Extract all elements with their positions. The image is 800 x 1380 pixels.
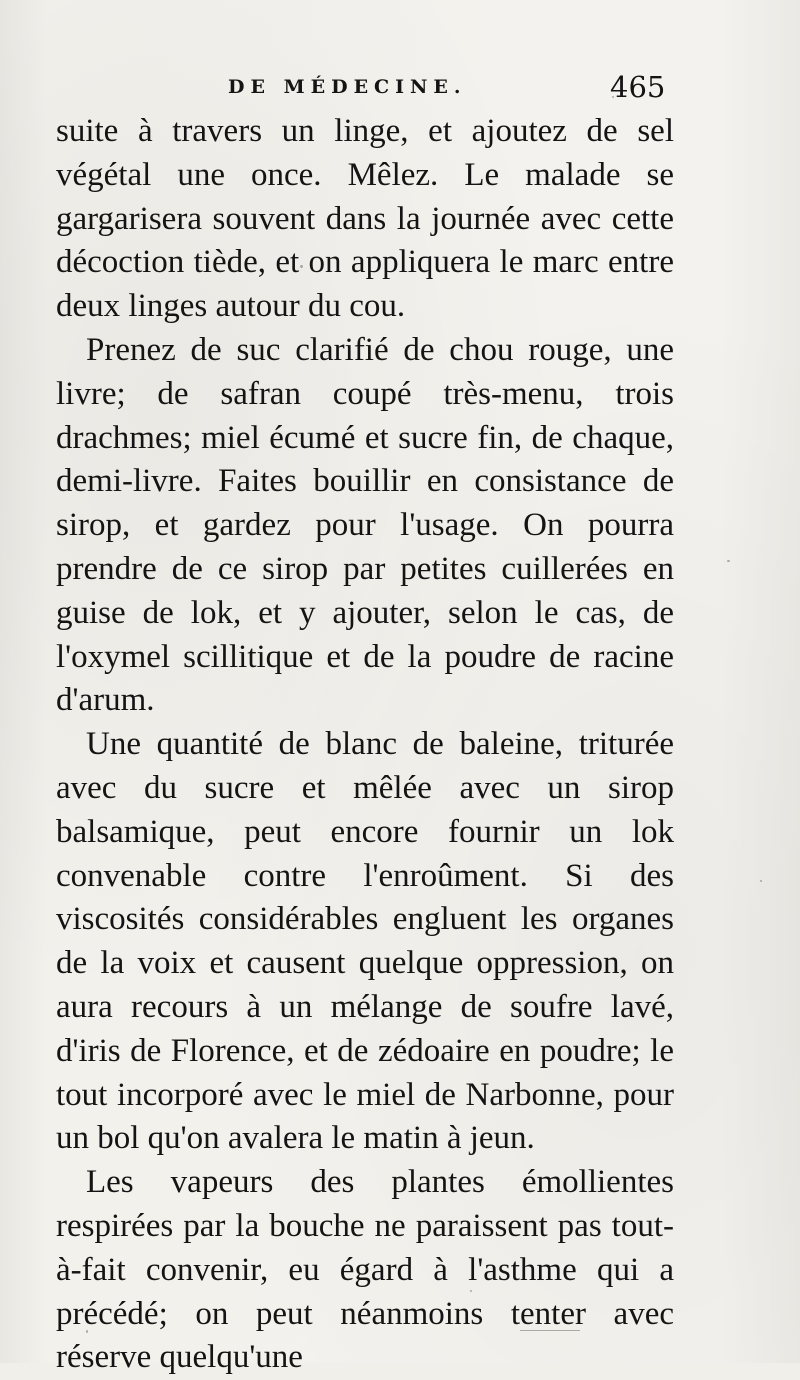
- speck: [520, 1330, 580, 1331]
- paragraph-vapours: Les vapeurs des plantes émollientes respirées par la bouche ne paraissent pas tout-à-fait convenir, eu égard à l'asthme qui a précédé; on peut néanmoins tenter avec réserve quelqu'une: [56, 1164, 674, 1376]
- page-number: 465: [610, 70, 666, 104]
- speck: [612, 96, 614, 98]
- speck: [300, 265, 303, 268]
- speck: [727, 560, 730, 562]
- paragraph-continuation: suite à travers un linge, et ajoutez de sel végétal une once. Mêlez. Le malade se gargarisera souvent dans la journée avec cette décoction tiède, et on appliquera le marc entre deux linges autour du cou.: [56, 113, 674, 325]
- speck: [760, 880, 762, 882]
- body-text: [56, 110, 674, 1380]
- paragraph-whale-blanc: Une quantité de blanc de baleine, triturée avec du sucre et mêlée avec un sirop balsamique, peut encore fournir un lok convenable contre l'enroûment. Si des viscosités considérables engluent les organes de la voix et causent quelque oppression, on aura recours à un mélange de soufre lavé, d'iris de Florence, et de zédoaire en poudre; le tout incorporé avec le miel de Narbonne, pour un bol qu'on avalera le matin à jeun.: [56, 726, 674, 1157]
- paragraph-syrup-recipe: Prenez de suc clarifié de chou rouge, une livre; de safran coupé très-menu, trois drachmes; miel écumé et sucre fin, de chaque, demi-livre. Faites bouillir en consistance de sirop, et gardez pour l'usage. On pourra prendre de ce sirop par petites cuillerées en guise de lok, et y ajouter, selon le cas, de l'oxymel scillitique et de la poudre de racine d'arum.: [56, 331, 674, 719]
- running-head: [0, 72, 800, 106]
- speck: [250, 305, 253, 308]
- running-head-title: DE MÉDECINE.: [228, 76, 467, 98]
- speck: [86, 1330, 88, 1333]
- speck: [470, 1290, 472, 1292]
